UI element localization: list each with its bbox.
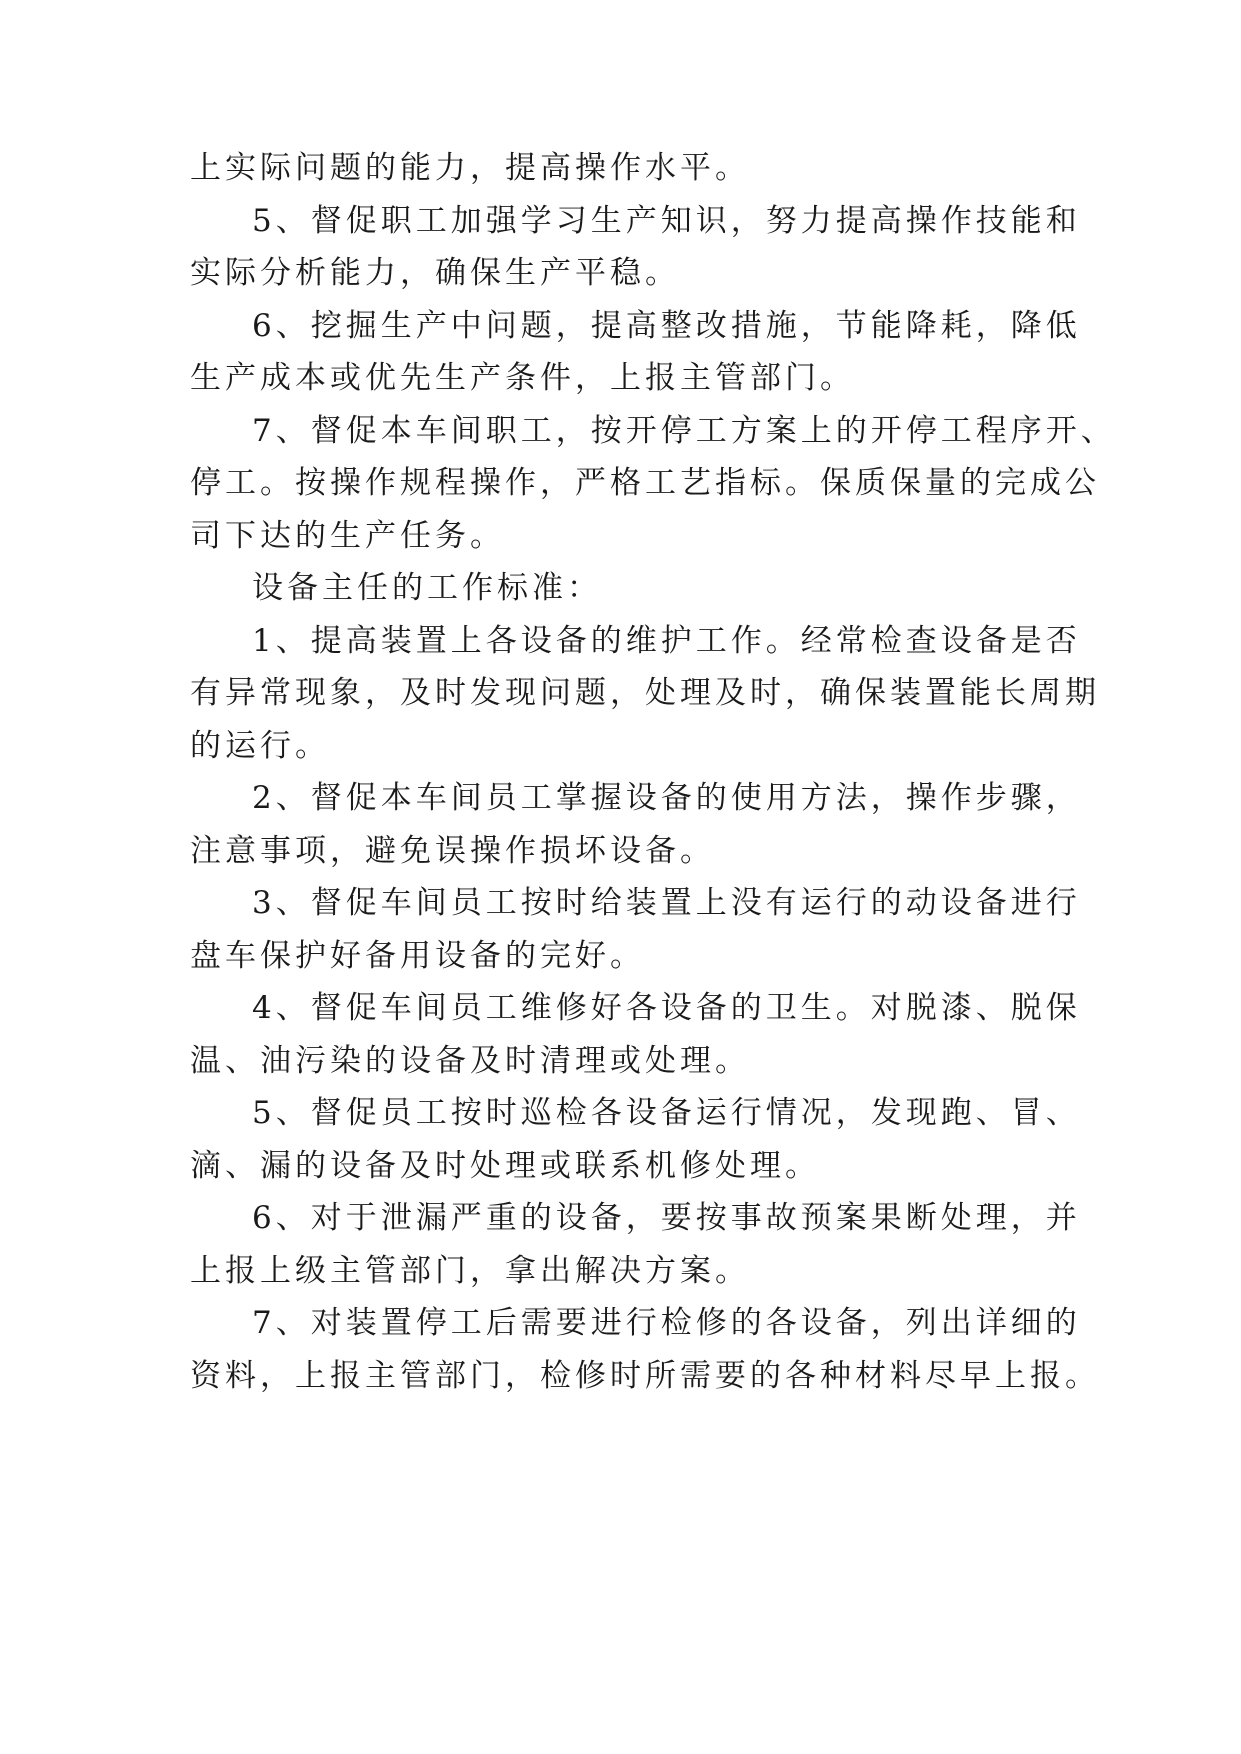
text-line: 7、对装置停工后需要进行检修的各设备，列出详细的 <box>252 1305 1081 1341</box>
text-line: 6、对于泄漏严重的设备，要按事故预案果断处理，并 <box>252 1200 1081 1236</box>
text-line: 注意事项，避免误操作损坏设备。 <box>190 833 715 869</box>
text-line: 3、督促车间员工按时给装置上没有运行的动设备进行 <box>252 885 1081 921</box>
text-line: 5、督促员工按时巡检各设备运行情况，发现跑、冒、 <box>252 1095 1081 1131</box>
text-line: 滴、漏的设备及时处理或联系机修处理。 <box>190 1148 820 1184</box>
text-line: 6、挖掘生产中问题，提高整改措施，节能降耗，降低 <box>252 308 1081 344</box>
text-line: 温、油污染的设备及时清理或处理。 <box>190 1043 750 1079</box>
text-line: 1、提高装置上各设备的维护工作。经常检查设备是否 <box>252 623 1081 659</box>
text-line: 2、督促本车间员工掌握设备的使用方法，操作步骤， <box>252 780 1081 816</box>
text-line: 的运行。 <box>190 728 330 764</box>
text-line: 停工。按操作规程操作，严格工艺指标。保质保量的完成公 <box>190 465 1100 501</box>
text-line: 实际分析能力，确保生产平稳。 <box>190 255 680 291</box>
text-line: 生产成本或优先生产条件，上报主管部门。 <box>190 360 855 396</box>
section-heading: 设备主任的工作标准： <box>252 570 602 606</box>
text-line: 司下达的生产任务。 <box>190 518 505 554</box>
text-line: 7、督促本车间职工，按开停工方案上的开停工程序开、 <box>252 413 1116 449</box>
text-line: 有异常现象，及时发现问题，处理及时，确保装置能长周期 <box>190 675 1100 711</box>
text-line: 上实际问题的能力，提高操作水平。 <box>190 150 750 186</box>
text-line: 资料，上报主管部门，检修时所需要的各种材料尽早上报。 <box>190 1358 1100 1394</box>
text-line: 5、督促职工加强学习生产知识，努力提高操作技能和 <box>252 203 1081 239</box>
text-line: 上报上级主管部门，拿出解决方案。 <box>190 1253 750 1289</box>
text-line: 盘车保护好备用设备的完好。 <box>190 938 645 974</box>
text-line: 4、督促车间员工维修好各设备的卫生。对脱漆、脱保 <box>252 990 1081 1026</box>
